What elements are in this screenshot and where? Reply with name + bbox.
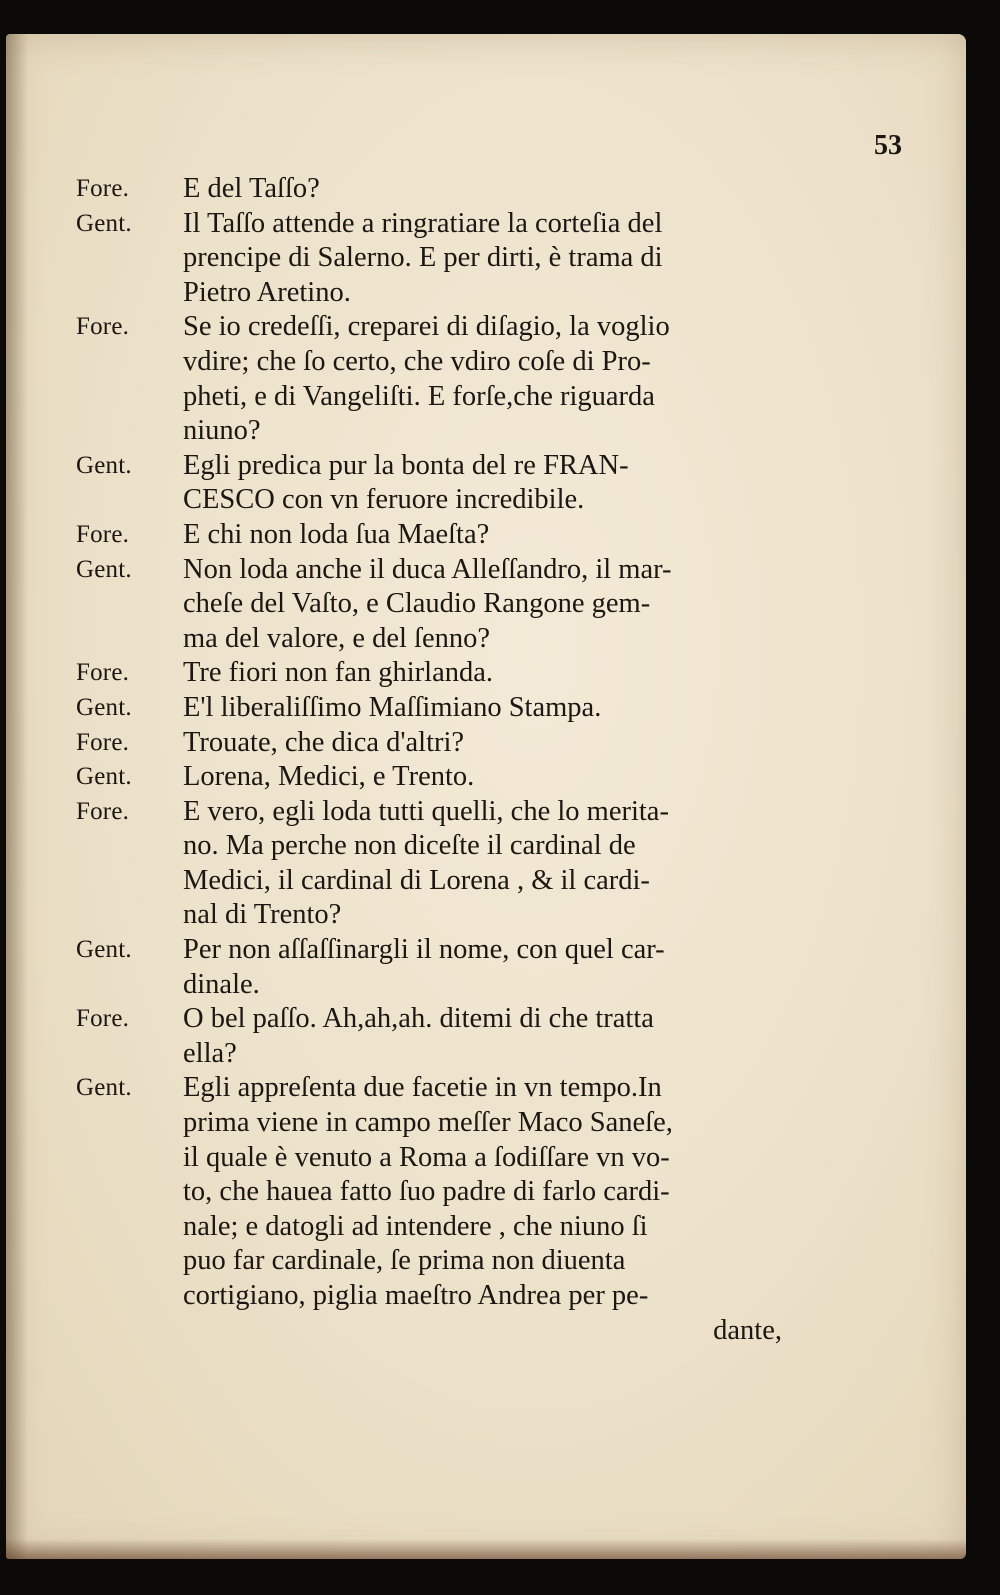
- text-line: Per non aſſaſſinargli il nome, con quel car-: [183, 934, 665, 966]
- dialogue-entry: [76, 933, 786, 1002]
- text-line: no. Ma perche non diceſte il cardinal de: [183, 830, 636, 862]
- text-line: ella?: [183, 1037, 237, 1069]
- text-line: niuno?: [183, 415, 261, 447]
- dialogue-entry: [76, 172, 786, 207]
- dialogue-entry: [76, 207, 786, 311]
- text-line: Egli appreſenta due facetie in vn tempo.In: [183, 1072, 662, 1104]
- text-line: cortigiano, piglia maeſtro Andrea per pe-: [183, 1280, 649, 1311]
- book-page: [6, 34, 966, 1559]
- speaker-label: Fore.: [76, 1005, 130, 1033]
- speaker-label: Gent.: [76, 763, 132, 791]
- dialogue-entry: [76, 310, 786, 448]
- speech-text: [183, 795, 786, 933]
- dialogue-entry: [76, 691, 786, 726]
- dialogue-entry: [76, 656, 786, 691]
- speech-text: [183, 553, 786, 657]
- speaker-label: Fore.: [76, 313, 130, 341]
- text-line: Medici, il cardinal di Lorena , & il cardi-: [183, 864, 650, 896]
- text-line: Se io credeſſi, creparei di diſagio, la voglio: [183, 311, 670, 343]
- text-line: E vero, egli loda tutti quelli, che lo merita-: [183, 795, 669, 827]
- speech-text: [183, 656, 786, 691]
- catchword: dante,: [713, 1314, 782, 1346]
- dialogue-entry: [76, 1071, 786, 1313]
- speech-text: [183, 1002, 786, 1071]
- speaker-label: Fore.: [76, 659, 130, 687]
- catchword-row: [76, 1314, 786, 1349]
- page-number: 53: [874, 130, 902, 161]
- speaker-label: Gent.: [76, 555, 132, 583]
- speaker-label: Gent.: [76, 451, 132, 479]
- speaker-label: Gent.: [76, 693, 132, 721]
- speech-text: [183, 518, 786, 553]
- dialogue-entry: [76, 449, 786, 518]
- text-line: Non loda anche il duca Alleſſandro, il mar-: [183, 553, 672, 585]
- speaker-label: Gent.: [76, 1074, 132, 1102]
- dialogue-text: [76, 172, 786, 1348]
- speaker-label: Gent.: [76, 209, 132, 237]
- text-line: dinale.: [183, 968, 260, 1000]
- text-line: E chi non loda ſua Maeſta?: [183, 518, 490, 550]
- speech-text: [183, 1071, 786, 1313]
- text-line: pheti, e di Vangeliſti. E forſe,che riguarda: [183, 380, 655, 412]
- text-line: Il Taſſo attende a ringratiare la corteſia del: [183, 207, 663, 239]
- dialogue-entry: [76, 553, 786, 657]
- gutter-shadow: [6, 34, 28, 1559]
- text-line: E del Taſſo?: [183, 173, 320, 204]
- text-line: Trouate, che dica d'altri?: [183, 726, 465, 758]
- text-line: il quale è venuto a Roma a ſodiſſare vn vo-: [183, 1141, 670, 1173]
- text-line: Pietro Aretino.: [183, 276, 351, 308]
- text-line: puo far cardinale, ſe prima non diuenta: [183, 1245, 626, 1277]
- text-line: Tre fiori non fan ghirlanda.: [183, 657, 494, 689]
- text-line: prima viene in campo meſſer Maco Saneſe,: [183, 1107, 673, 1139]
- text-line: Egli predica pur la bonta del re FRAN-: [183, 449, 629, 481]
- text-line: O bel paſſo. Ah,ah,ah. ditemi di che tratta: [183, 1003, 654, 1035]
- text-line: CESCO con vn feruore incredibile.: [183, 484, 585, 516]
- speech-text: [183, 760, 786, 795]
- dialogue-entry: [76, 726, 786, 761]
- text-line: Lorena, Medici, e Trento.: [183, 761, 475, 793]
- speech-text: [183, 172, 786, 207]
- text-line: nal di Trento?: [183, 899, 342, 931]
- speaker-label: Gent.: [76, 936, 132, 964]
- speech-text: [183, 310, 786, 448]
- text-line: ma del valore, e del ſenno?: [183, 622, 491, 654]
- speaker-label: Fore.: [76, 728, 130, 756]
- speech-text: [183, 449, 786, 518]
- text-line: E'l liberaliſſimo Maſſimiano Stampa.: [183, 691, 602, 723]
- text-line: to, che hauea fatto ſuo padre di farlo cardi-: [183, 1176, 670, 1208]
- text-line: nale; e datogli ad intendere , che niuno ſi: [183, 1210, 648, 1242]
- speech-text: [183, 691, 786, 726]
- text-line: prencipe di Salerno. E per dirti, è trama di: [183, 242, 663, 274]
- dialogue-entry: [76, 1002, 786, 1071]
- speech-text: [183, 933, 786, 1002]
- speaker-label: Fore.: [76, 175, 130, 202]
- speaker-label: Fore.: [76, 797, 130, 825]
- catchword-container: [183, 1314, 786, 1349]
- dialogue-entry: [76, 518, 786, 553]
- text-line: vdire; che ſo certo, che vdiro coſe di Pro-: [183, 345, 651, 377]
- speech-text: [183, 207, 786, 311]
- speaker-label: Fore.: [76, 520, 130, 548]
- speech-text: [183, 726, 786, 761]
- dialogue-entry: [76, 760, 786, 795]
- page-bottom-edge: [6, 1539, 966, 1559]
- text-line: cheſe del Vaſto, e Claudio Rangone gem-: [183, 588, 651, 620]
- dialogue-entry: [76, 795, 786, 933]
